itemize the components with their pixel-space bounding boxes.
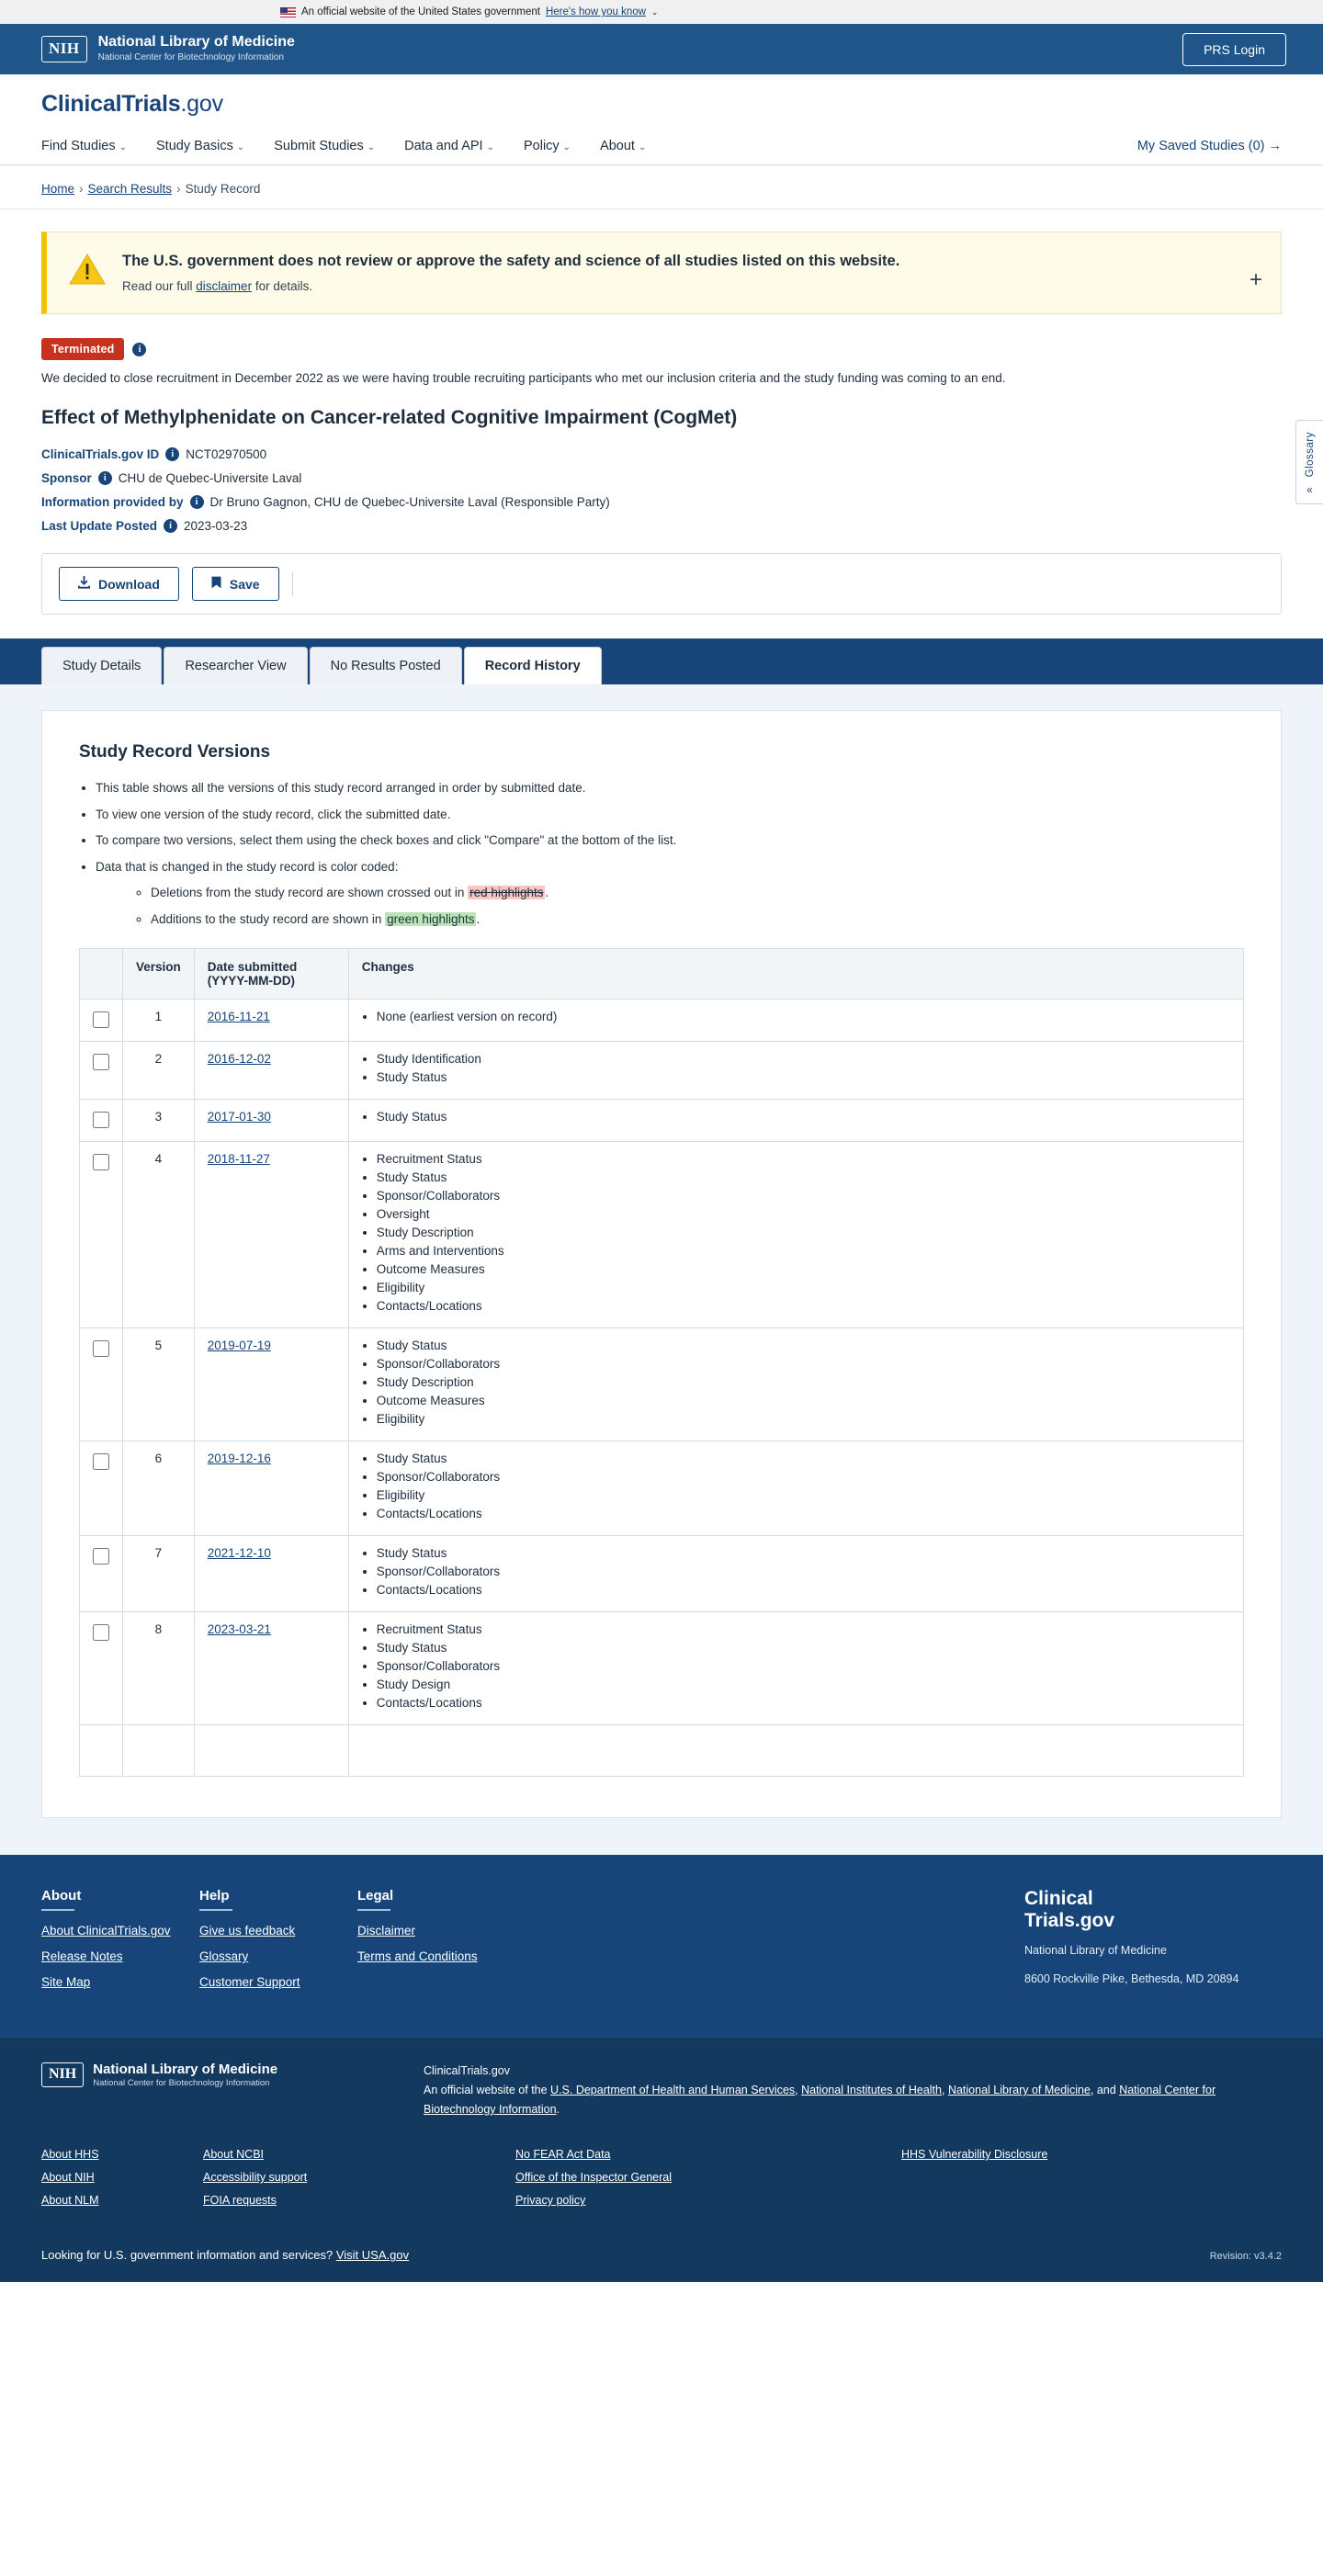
tab-researcher-view[interactable]: Researcher View [164,647,307,684]
nav-label: Submit Studies [274,138,364,153]
footer-link-about-nih[interactable]: About NIH [41,2171,95,2185]
list-item-additions [151,910,1244,929]
info-icon[interactable]: i [164,519,177,533]
nih-header-subtitle: National Center for Biotechnology Information [97,52,284,63]
footer-nih-titles [93,2062,277,2087]
footer-link-release-notes[interactable]: Release Notes [41,1949,123,1964]
version-date-link[interactable]: 2018-11-27 [207,1152,270,1167]
action-bar [41,553,1282,615]
table-row [80,1042,1244,1100]
list-item-color-code [96,858,1244,929]
row-version: 1 [123,1000,195,1042]
breadcrumb-home[interactable]: Home [41,182,75,196]
breadcrumb-separator: › [79,182,84,196]
footer-link-site-map[interactable]: Site Map [41,1975,91,1990]
info-icon[interactable]: i [190,495,204,509]
column-changes: Changes [348,949,1243,1000]
status-note: We decided to close recruitment in December 2022 as we were having trouble recruiting participants who met our inclusion criteria and the study funding was coming to an end. [41,371,1006,385]
deletions-post: . [545,886,549,900]
change-item: • Study Description [377,1375,1230,1389]
row-date-cell [194,1000,348,1042]
glossary-tab-label: Glossary [1304,432,1316,478]
expand-icon[interactable]: + [1249,267,1262,292]
row-checkbox[interactable] [93,1453,109,1470]
nav-item-policy[interactable] [524,139,571,153]
change-item: • Oversight [377,1207,1230,1221]
nav-item-find-studies[interactable] [41,139,127,153]
list-item: • To view one version of the study record, click the submitted date. [96,806,1244,824]
meta-value: 2023-03-23 [184,519,248,533]
tab-bar [0,638,1323,684]
table-row [80,1328,1244,1441]
nav-item-submit-studies[interactable] [274,139,375,153]
spacer-cell [123,1725,195,1777]
nav-item-about[interactable] [600,139,646,153]
change-item: • Outcome Measures [377,1394,1230,1407]
version-date-link[interactable]: 2017-01-30 [207,1110,271,1124]
change-item: • Sponsor/Collaborators [377,1659,1230,1673]
row-select-cell [80,1000,123,1042]
gov-banner [0,0,1323,24]
change-item: • Eligibility [377,1281,1230,1294]
row-version: 2 [123,1042,195,1100]
row-select-cell [80,1536,123,1612]
callout-subtitle [122,279,899,293]
gov-banner-text: An official website of the United States government [301,6,540,17]
chevron-down-icon: ⌄ [562,141,571,153]
section-title: Study Record Versions [79,742,271,762]
tab-no-results-posted[interactable]: No Results Posted [310,647,462,684]
versions-table-body [80,1000,1244,1777]
column-select [80,949,123,1000]
column-version: Version [123,949,195,1000]
meta-label: Information provided by [41,495,184,509]
chevron-down-icon: ⌄ [367,141,376,153]
prs-login-button[interactable]: PRS Login [1182,33,1286,66]
page-title: Effect of Methylphenidate on Cancer-related Cognitive Impairment (CogMet) [41,407,738,428]
footer-rule [357,1909,390,1911]
additions-post: . [476,911,481,926]
row-checkbox[interactable] [93,1054,109,1070]
color-code-intro: Data that is changed in the study record is color coded: [96,859,399,874]
chevron-down-icon: ⌄ [486,141,494,153]
nav-item-study-basics[interactable] [156,139,244,153]
meta-last-update-posted [41,519,1282,533]
row-checkbox[interactable] [93,1340,109,1357]
version-date-link[interactable]: 2019-12-16 [207,1452,271,1466]
instructions-list [96,779,1244,928]
change-item: • None (earliest version on record) [377,1010,1230,1023]
change-item: • Study Status [377,1070,1230,1084]
table-row [80,1612,1244,1725]
brand-bar [0,74,1323,127]
footer-link-no-fear-act[interactable]: No FEAR Act Data [515,2148,611,2162]
change-item: • Study Design [377,1678,1230,1691]
row-date-cell [194,1441,348,1536]
change-item: • Study Status [377,1110,1230,1124]
footer-bottom [0,2237,1323,2282]
change-item: • Study Status [377,1452,1230,1465]
row-select-cell [80,1142,123,1328]
green-highlight-sample: green highlights [387,911,475,926]
row-select-cell [80,1612,123,1725]
footer-nih-title: National Library of Medicine [93,2062,278,2078]
info-icon[interactable]: i [132,343,146,356]
changes-list [377,1110,1230,1124]
official-pre: An official website of the [424,2084,551,2096]
action-divider [292,572,293,596]
change-item: • Study Description [377,1226,1230,1239]
footer-column-about [41,1888,199,2001]
nih-logo[interactable]: NIH [41,2062,84,2087]
official-end: . [556,2102,560,2116]
versions-table-head [80,949,1244,1000]
version-date-link[interactable]: 2016-11-21 [207,1010,270,1024]
footer-links-col-4 [901,2148,1047,2217]
us-flag-icon [280,7,296,17]
changes-list [377,1546,1230,1597]
footer-link-accessibility[interactable]: Accessibility support [203,2171,308,2185]
tab-study-details[interactable]: Study Details [41,647,162,684]
footer-official-text [424,2062,1282,2118]
change-item: • Contacts/Locations [377,1299,1230,1313]
footer-link-about-ctgov[interactable]: About ClinicalTrials.gov [41,1924,171,1938]
version-date-link[interactable]: 2016-12-02 [207,1052,271,1067]
download-icon [78,576,90,592]
nih-header-titles [98,34,295,64]
meta-sponsor [41,471,1282,485]
footer-link-hhs[interactable]: U.S. Department of Health and Human Services [550,2084,796,2096]
breadcrumb-separator: › [176,182,181,196]
meta-label: Sponsor [41,471,92,485]
column-date-submitted: Date submitted (YYYY-MM-DD) [194,949,348,1000]
change-item: • Study Status [377,1546,1230,1560]
nih-header-title: National Library of Medicine [97,33,295,50]
callout-sub-pre: Read our full [122,279,197,293]
callout-body [122,253,899,293]
row-checkbox[interactable] [93,1548,109,1565]
row-version: 4 [123,1142,195,1328]
change-item: • Eligibility [377,1488,1230,1502]
change-item: • Sponsor/Collaborators [377,1470,1230,1484]
row-date-cell [194,1100,348,1142]
row-checkbox[interactable] [93,1154,109,1170]
row-changes-cell [348,1142,1243,1328]
change-item: • Study Status [377,1641,1230,1655]
footer-links-col-2 [203,2148,515,2217]
nav-label: About [600,138,635,153]
version-date-link[interactable]: 2023-03-21 [207,1622,271,1637]
version-date-link[interactable]: 2021-12-10 [207,1546,271,1561]
collapse-icon[interactable]: « [1306,485,1313,497]
footer-link-glossary[interactable]: Glossary [199,1949,249,1964]
disclaimer-callout [41,232,1282,314]
record-history-card [41,710,1282,1818]
row-changes-cell [348,1612,1243,1725]
change-item: • Outcome Measures [377,1262,1230,1276]
footer-official-statement: An official website of the U.S. Department of Health and Human Services, National Institutes of Health, National Library of Medicine, and National Center for Biotechnology Information. [424,2084,1216,2116]
table-row [80,1441,1244,1536]
changes-list [377,1010,1230,1023]
meta-label: Last Update Posted [41,519,158,533]
row-version: 7 [123,1536,195,1612]
spacer-cell [80,1725,123,1777]
footer-link-about-hhs[interactable]: About HHS [41,2148,99,2162]
change-item: • Sponsor/Collaborators [377,1357,1230,1371]
spacer-cell [194,1725,348,1777]
change-item: • Arms and Interventions [377,1244,1230,1258]
footer-brand [1024,1888,1282,2001]
footer-link-nih[interactable]: National Institutes of Health [801,2084,942,2096]
footer-link-disclaimer[interactable]: Disclaimer [357,1924,416,1938]
change-item: • Sponsor/Collaborators [377,1189,1230,1203]
footer-revision: Revision: v3.4.2 [1209,2251,1282,2263]
row-date-cell [194,1042,348,1100]
footer-rule [199,1909,232,1911]
download-button[interactable] [59,567,179,601]
version-date-link[interactable]: 2019-07-19 [207,1339,271,1353]
nav-label: Find Studies [41,138,116,153]
list-item: • To compare two versions, select them using the check boxes and click "Compare" at the bottom of the list. [96,831,1244,850]
versions-table [79,948,1244,1777]
chevron-down-icon: ⌄ [119,141,127,153]
footer-brand-address: 8600 Rockville Pike, Bethesda, MD 20894 [1024,1972,1239,1986]
deletions-pre: Deletions from the study record are shown crossed out in [151,886,469,900]
meta-information-provided-by [41,495,1282,509]
meta-value: CHU de Quebec-Universite Laval [118,471,302,485]
changes-list [377,1152,1230,1313]
changes-list [377,1452,1230,1520]
chevron-down-icon: ⌄ [638,141,647,153]
row-changes-cell [348,1100,1243,1142]
brand-suffix: .gov [180,91,223,117]
change-item: • Contacts/Locations [377,1507,1230,1520]
table-row [80,1142,1244,1328]
footer-link-nlm[interactable]: National Library of Medicine [947,2084,1091,2096]
footer-link-customer-support[interactable]: Customer Support [199,1975,300,1990]
footer-middle [0,2038,1323,2139]
breadcrumb [0,165,1323,209]
footer-link-ncbi[interactable]: National Center for Biotechnology Information [424,2084,1216,2116]
footer-nih-subtitle: National Center for Biotechnology Information [93,2077,270,2088]
row-changes-cell [348,1000,1243,1042]
breadcrumb-current: Study Record [185,182,261,196]
row-date-cell [194,1612,348,1725]
footer-link-privacy-policy[interactable]: Privacy policy [515,2194,586,2208]
warning-icon [69,253,106,286]
row-changes-cell [348,1441,1243,1536]
row-date-cell [194,1142,348,1328]
footer-links-col-1 [41,2148,203,2217]
row-changes-cell [348,1328,1243,1441]
content-background [0,684,1323,1855]
footer-links [0,2139,1323,2237]
change-item: • Eligibility [377,1412,1230,1426]
page-content [0,232,1323,615]
row-changes-cell [348,1042,1243,1100]
save-button[interactable] [192,567,279,601]
row-select-cell [80,1100,123,1142]
callout-title: The U.S. government does not review or approve the safety and science of all studies listed on this website. [122,253,900,269]
change-item: • Study Status [377,1339,1230,1352]
table-row [80,1536,1244,1612]
footer-brand-line1: Clinical [1024,1888,1093,1910]
main-navigation [0,127,1323,165]
footer-brand-org: National Library of Medicine [1024,1944,1167,1958]
brand-name: ClinicalTrials [41,91,181,117]
footer-link-about-nlm[interactable]: About NLM [41,2194,99,2208]
my-saved-studies-link[interactable]: My Saved Studies (0) → [1136,138,1282,153]
footer-link-feedback[interactable]: Give us feedback [199,1924,296,1938]
footer-rule [41,1909,74,1911]
footer-column-title: About [41,1888,82,1904]
breadcrumb-search-results[interactable]: Search Results [87,182,173,196]
footer-column-legal [357,1888,515,2001]
save-label: Save [229,576,260,592]
change-item: • Recruitment Status [377,1622,1230,1636]
red-highlight-sample: red highlights [469,886,544,900]
row-version: 3 [123,1100,195,1142]
change-item: • Contacts/Locations [377,1583,1230,1597]
how-you-know-link[interactable]: Here's how you know [545,6,646,17]
nav-label: Data and API [404,138,483,153]
chevron-down-icon[interactable]: ⌄ [650,6,659,17]
change-item: • Contacts/Locations [377,1696,1230,1710]
footer-column-title: Help [199,1888,230,1904]
changes-list [377,1052,1230,1084]
footer-brand-line2: Trials.gov [1024,1909,1115,1931]
row-version: 5 [123,1328,195,1441]
callout-sub-post: for details. [252,279,313,293]
change-item: • Recruitment Status [377,1152,1230,1166]
nav-label: Study Basics [156,138,233,153]
row-checkbox[interactable] [93,1011,109,1028]
row-select-cell [80,1328,123,1441]
status-badge: Terminated [41,338,124,360]
meta-value: NCT02970500 [186,447,267,461]
list-item: • This table shows all the versions of this study record arranged in order by submitted date. [96,779,1244,797]
nav-item-data-and-api[interactable] [404,139,494,153]
footer-top [0,1855,1323,2038]
nih-logo[interactable]: NIH [41,36,87,62]
list-item-deletions [151,884,1244,902]
change-item: • Sponsor/Collaborators [377,1565,1230,1578]
additions-pre: Additions to the study record are shown in [151,911,386,926]
row-select-cell [80,1042,123,1100]
footer-link-terms[interactable]: Terms and Conditions [357,1949,478,1964]
footer-column-title: Legal [357,1888,394,1904]
table-row [80,1000,1244,1042]
official-and: and [1096,2084,1120,2096]
nav-label: Policy [523,138,560,153]
tab-record-history[interactable]: Record History [464,647,602,684]
footer-links-col-3 [515,2148,901,2217]
footer-site-name: ClinicalTrials.gov [424,2064,511,2078]
chevron-down-icon: ⌄ [236,141,245,153]
footer-link-inspector-general[interactable]: Office of the Inspector General [515,2171,673,2185]
footer-link-foia[interactable]: FOIA requests [203,2194,277,2208]
table-row-spacer [80,1725,1244,1777]
row-changes-cell [348,1536,1243,1612]
meta-value: Dr Bruno Gagnon, CHU de Quebec-Universite Laval (Responsible Party) [209,495,610,509]
row-checkbox[interactable] [93,1624,109,1641]
row-version: 8 [123,1612,195,1725]
footer-usa-text: Looking for U.S. government information and services? [41,2248,334,2263]
spacer-cell [348,1725,1243,1777]
footer-link-usa-gov[interactable]: Visit USA.gov [335,2248,410,2263]
footer-column-help [199,1888,357,2001]
row-select-cell [80,1441,123,1536]
footer-usa-line [41,2248,409,2262]
footer-nih-logo-block [41,2062,400,2087]
changes-list [377,1339,1230,1426]
download-label: Download [98,576,160,592]
color-code-list [114,884,1244,928]
info-icon[interactable]: i [98,471,112,485]
table-row [80,1100,1244,1142]
footer-link-about-ncbi[interactable]: About NCBI [203,2148,265,2162]
glossary-tab[interactable] [1295,420,1323,504]
disclaimer-link[interactable]: disclaimer [196,279,253,293]
meta-label: ClinicalTrials.gov ID [41,447,160,461]
footer-link-hhs-vulnerability[interactable]: HHS Vulnerability Disclosure [901,2148,1048,2162]
bookmark-icon [211,576,221,592]
meta-nct-id [41,447,1282,461]
changes-list [377,1622,1230,1710]
row-date-cell [194,1536,348,1612]
row-checkbox[interactable] [93,1112,109,1128]
nih-header [0,24,1323,74]
status-row [41,338,1282,360]
change-item: • Study Identification [377,1052,1230,1066]
table-header-row [80,949,1244,1000]
row-version: 6 [123,1441,195,1536]
change-item: • Study Status [377,1170,1230,1184]
site-logo[interactable] [41,91,1282,118]
info-icon[interactable]: i [165,447,179,461]
row-date-cell [194,1328,348,1441]
